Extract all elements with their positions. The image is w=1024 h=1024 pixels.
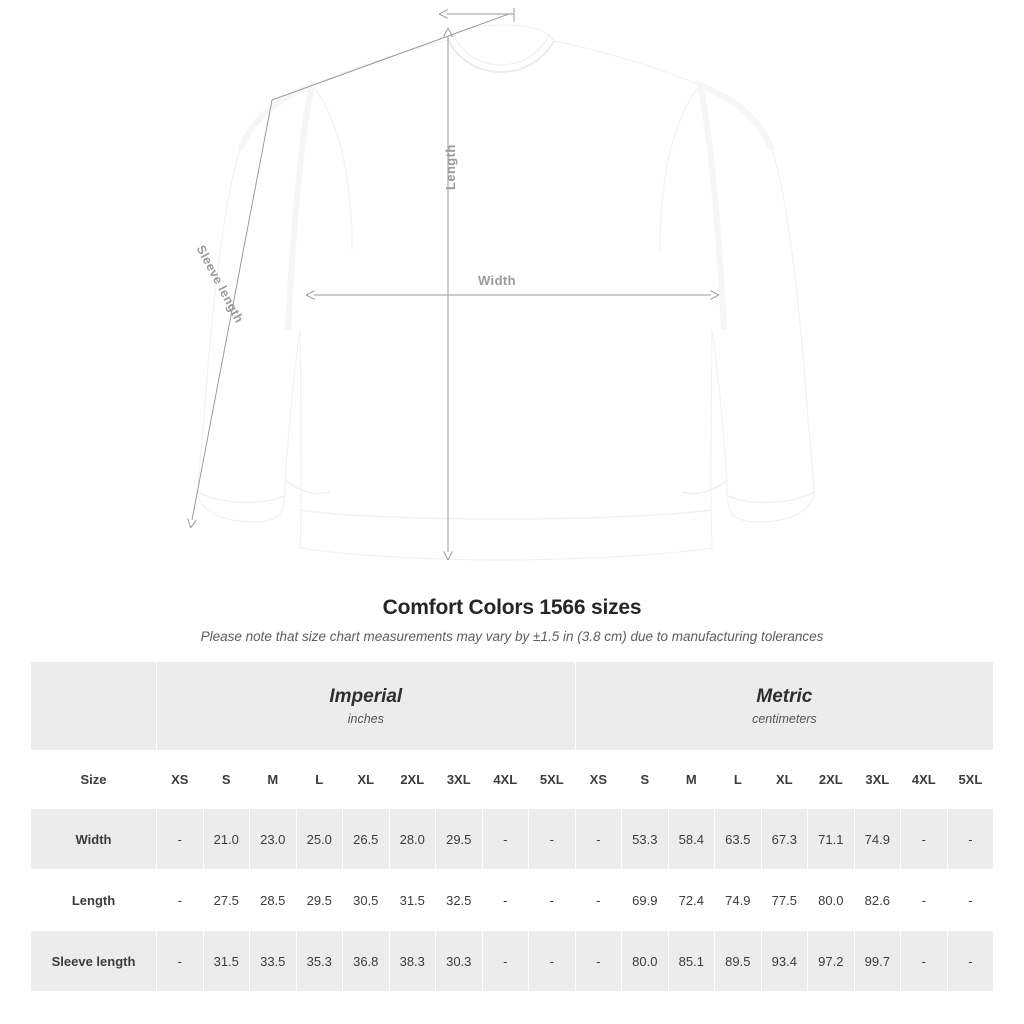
- size-header-imperial-xl: XL: [343, 751, 390, 809]
- cell-sleeve-imp-xs: -: [157, 931, 204, 992]
- size-header-imperial-5xl: 5XL: [529, 751, 576, 809]
- cell-length-imp-m: 28.5: [250, 870, 297, 931]
- cell-sleeve-imp-3xl: 30.3: [436, 931, 483, 992]
- cell-length-met-3xl: 82.6: [854, 870, 901, 931]
- imperial-unit-name: Imperial: [329, 686, 403, 707]
- cell-length-met-xs: -: [575, 870, 622, 931]
- size-header-imperial-4xl: 4XL: [482, 751, 529, 809]
- cell-sleeve-met-m: 85.1: [668, 931, 715, 992]
- length-label: Length: [443, 144, 458, 190]
- row-label-length: Length: [31, 870, 157, 931]
- unit-header-row: [31, 662, 994, 751]
- size-header-metric-l: L: [715, 751, 762, 809]
- cell-width-met-4xl: -: [901, 809, 948, 870]
- size-header-metric-2xl: 2XL: [808, 751, 855, 809]
- cell-width-imp-4xl: -: [482, 809, 529, 870]
- cell-width-imp-xs: -: [157, 809, 204, 870]
- cell-length-imp-4xl: -: [482, 870, 529, 931]
- title-block: [0, 596, 1024, 644]
- table-row: [31, 931, 994, 992]
- cell-width-met-2xl: 71.1: [808, 809, 855, 870]
- size-chart-table: [30, 661, 994, 992]
- cell-width-imp-3xl: 29.5: [436, 809, 483, 870]
- cell-sleeve-imp-l: 35.3: [296, 931, 343, 992]
- size-header-row: [31, 751, 994, 809]
- unit-header-spacer: [31, 662, 157, 751]
- cell-length-imp-2xl: 31.5: [389, 870, 436, 931]
- size-header-metric-xs: XS: [575, 751, 622, 809]
- cell-sleeve-imp-s: 31.5: [203, 931, 250, 992]
- cell-length-met-5xl: -: [947, 870, 994, 931]
- cell-sleeve-met-xs: -: [575, 931, 622, 992]
- cell-sleeve-met-4xl: -: [901, 931, 948, 992]
- cell-width-met-xl: 67.3: [761, 809, 808, 870]
- sweatshirt-shape: [198, 25, 814, 560]
- cell-length-met-xl: 77.5: [761, 870, 808, 931]
- cell-length-imp-3xl: 32.5: [436, 870, 483, 931]
- cell-sleeve-imp-m: 33.5: [250, 931, 297, 992]
- width-label: Width: [478, 273, 516, 288]
- size-header-imperial-l: L: [296, 751, 343, 809]
- cell-length-met-s: 69.9: [622, 870, 669, 931]
- size-header-imperial-2xl: 2XL: [389, 751, 436, 809]
- cell-width-imp-l: 25.0: [296, 809, 343, 870]
- metric-header-cell: [575, 662, 994, 751]
- cell-width-met-3xl: 74.9: [854, 809, 901, 870]
- size-header-imperial-m: M: [250, 751, 297, 809]
- sleeve-length-label: Sleeve length: [193, 243, 247, 326]
- row-label-width: Width: [31, 809, 157, 870]
- size-header-label: Size: [31, 751, 157, 809]
- cell-length-imp-l: 29.5: [296, 870, 343, 931]
- size-header-metric-xl: XL: [761, 751, 808, 809]
- size-header-imperial-xs: XS: [157, 751, 204, 809]
- cell-sleeve-imp-2xl: 38.3: [389, 931, 436, 992]
- cell-sleeve-met-s: 80.0: [622, 931, 669, 992]
- cell-length-imp-5xl: -: [529, 870, 576, 931]
- imperial-unit-sub: inches: [347, 712, 384, 726]
- cell-width-imp-5xl: -: [529, 809, 576, 870]
- cell-sleeve-met-l: 89.5: [715, 931, 762, 992]
- size-chart-container: [30, 661, 994, 992]
- cell-width-met-5xl: -: [947, 809, 994, 870]
- cell-width-met-m: 58.4: [668, 809, 715, 870]
- size-header-metric-5xl: 5XL: [947, 751, 994, 809]
- size-header-imperial-s: S: [203, 751, 250, 809]
- cell-width-imp-2xl: 28.0: [389, 809, 436, 870]
- cell-sleeve-imp-xl: 36.8: [343, 931, 390, 992]
- cell-width-imp-m: 23.0: [250, 809, 297, 870]
- cell-width-imp-xl: 26.5: [343, 809, 390, 870]
- table-row: [31, 870, 994, 931]
- cell-length-imp-xl: 30.5: [343, 870, 390, 931]
- cell-sleeve-imp-4xl: -: [482, 931, 529, 992]
- cell-length-imp-xs: -: [157, 870, 204, 931]
- size-header-metric-m: M: [668, 751, 715, 809]
- cell-length-imp-s: 27.5: [203, 870, 250, 931]
- page-title: Comfort Colors 1566 sizes: [382, 596, 642, 619]
- size-header-imperial-3xl: 3XL: [436, 751, 483, 809]
- cell-sleeve-met-5xl: -: [947, 931, 994, 992]
- table-row: [31, 809, 994, 870]
- cell-width-met-xs: -: [575, 809, 622, 870]
- cell-sleeve-imp-5xl: -: [529, 931, 576, 992]
- tolerance-note: Please note that size chart measurements may vary by ±1.5 in (3.8 cm) due to manufacturing tolerances: [200, 629, 824, 644]
- cell-sleeve-met-3xl: 99.7: [854, 931, 901, 992]
- cell-length-met-4xl: -: [901, 870, 948, 931]
- cell-sleeve-met-2xl: 97.2: [808, 931, 855, 992]
- size-header-metric-3xl: 3XL: [854, 751, 901, 809]
- metric-unit-sub: centimeters: [752, 712, 817, 726]
- cell-sleeve-met-xl: 93.4: [761, 931, 808, 992]
- size-header-metric-4xl: 4XL: [901, 751, 948, 809]
- cell-width-met-s: 53.3: [622, 809, 669, 870]
- imperial-header-cell: [157, 662, 576, 751]
- cell-length-met-l: 74.9: [715, 870, 762, 931]
- size-header-metric-s: S: [622, 751, 669, 809]
- cell-width-met-l: 63.5: [715, 809, 762, 870]
- cell-length-met-2xl: 80.0: [808, 870, 855, 931]
- cell-length-met-m: 72.4: [668, 870, 715, 931]
- metric-unit-name: Metric: [756, 686, 813, 707]
- row-label-sleeve-length: Sleeve length: [31, 931, 157, 992]
- cell-width-imp-s: 21.0: [203, 809, 250, 870]
